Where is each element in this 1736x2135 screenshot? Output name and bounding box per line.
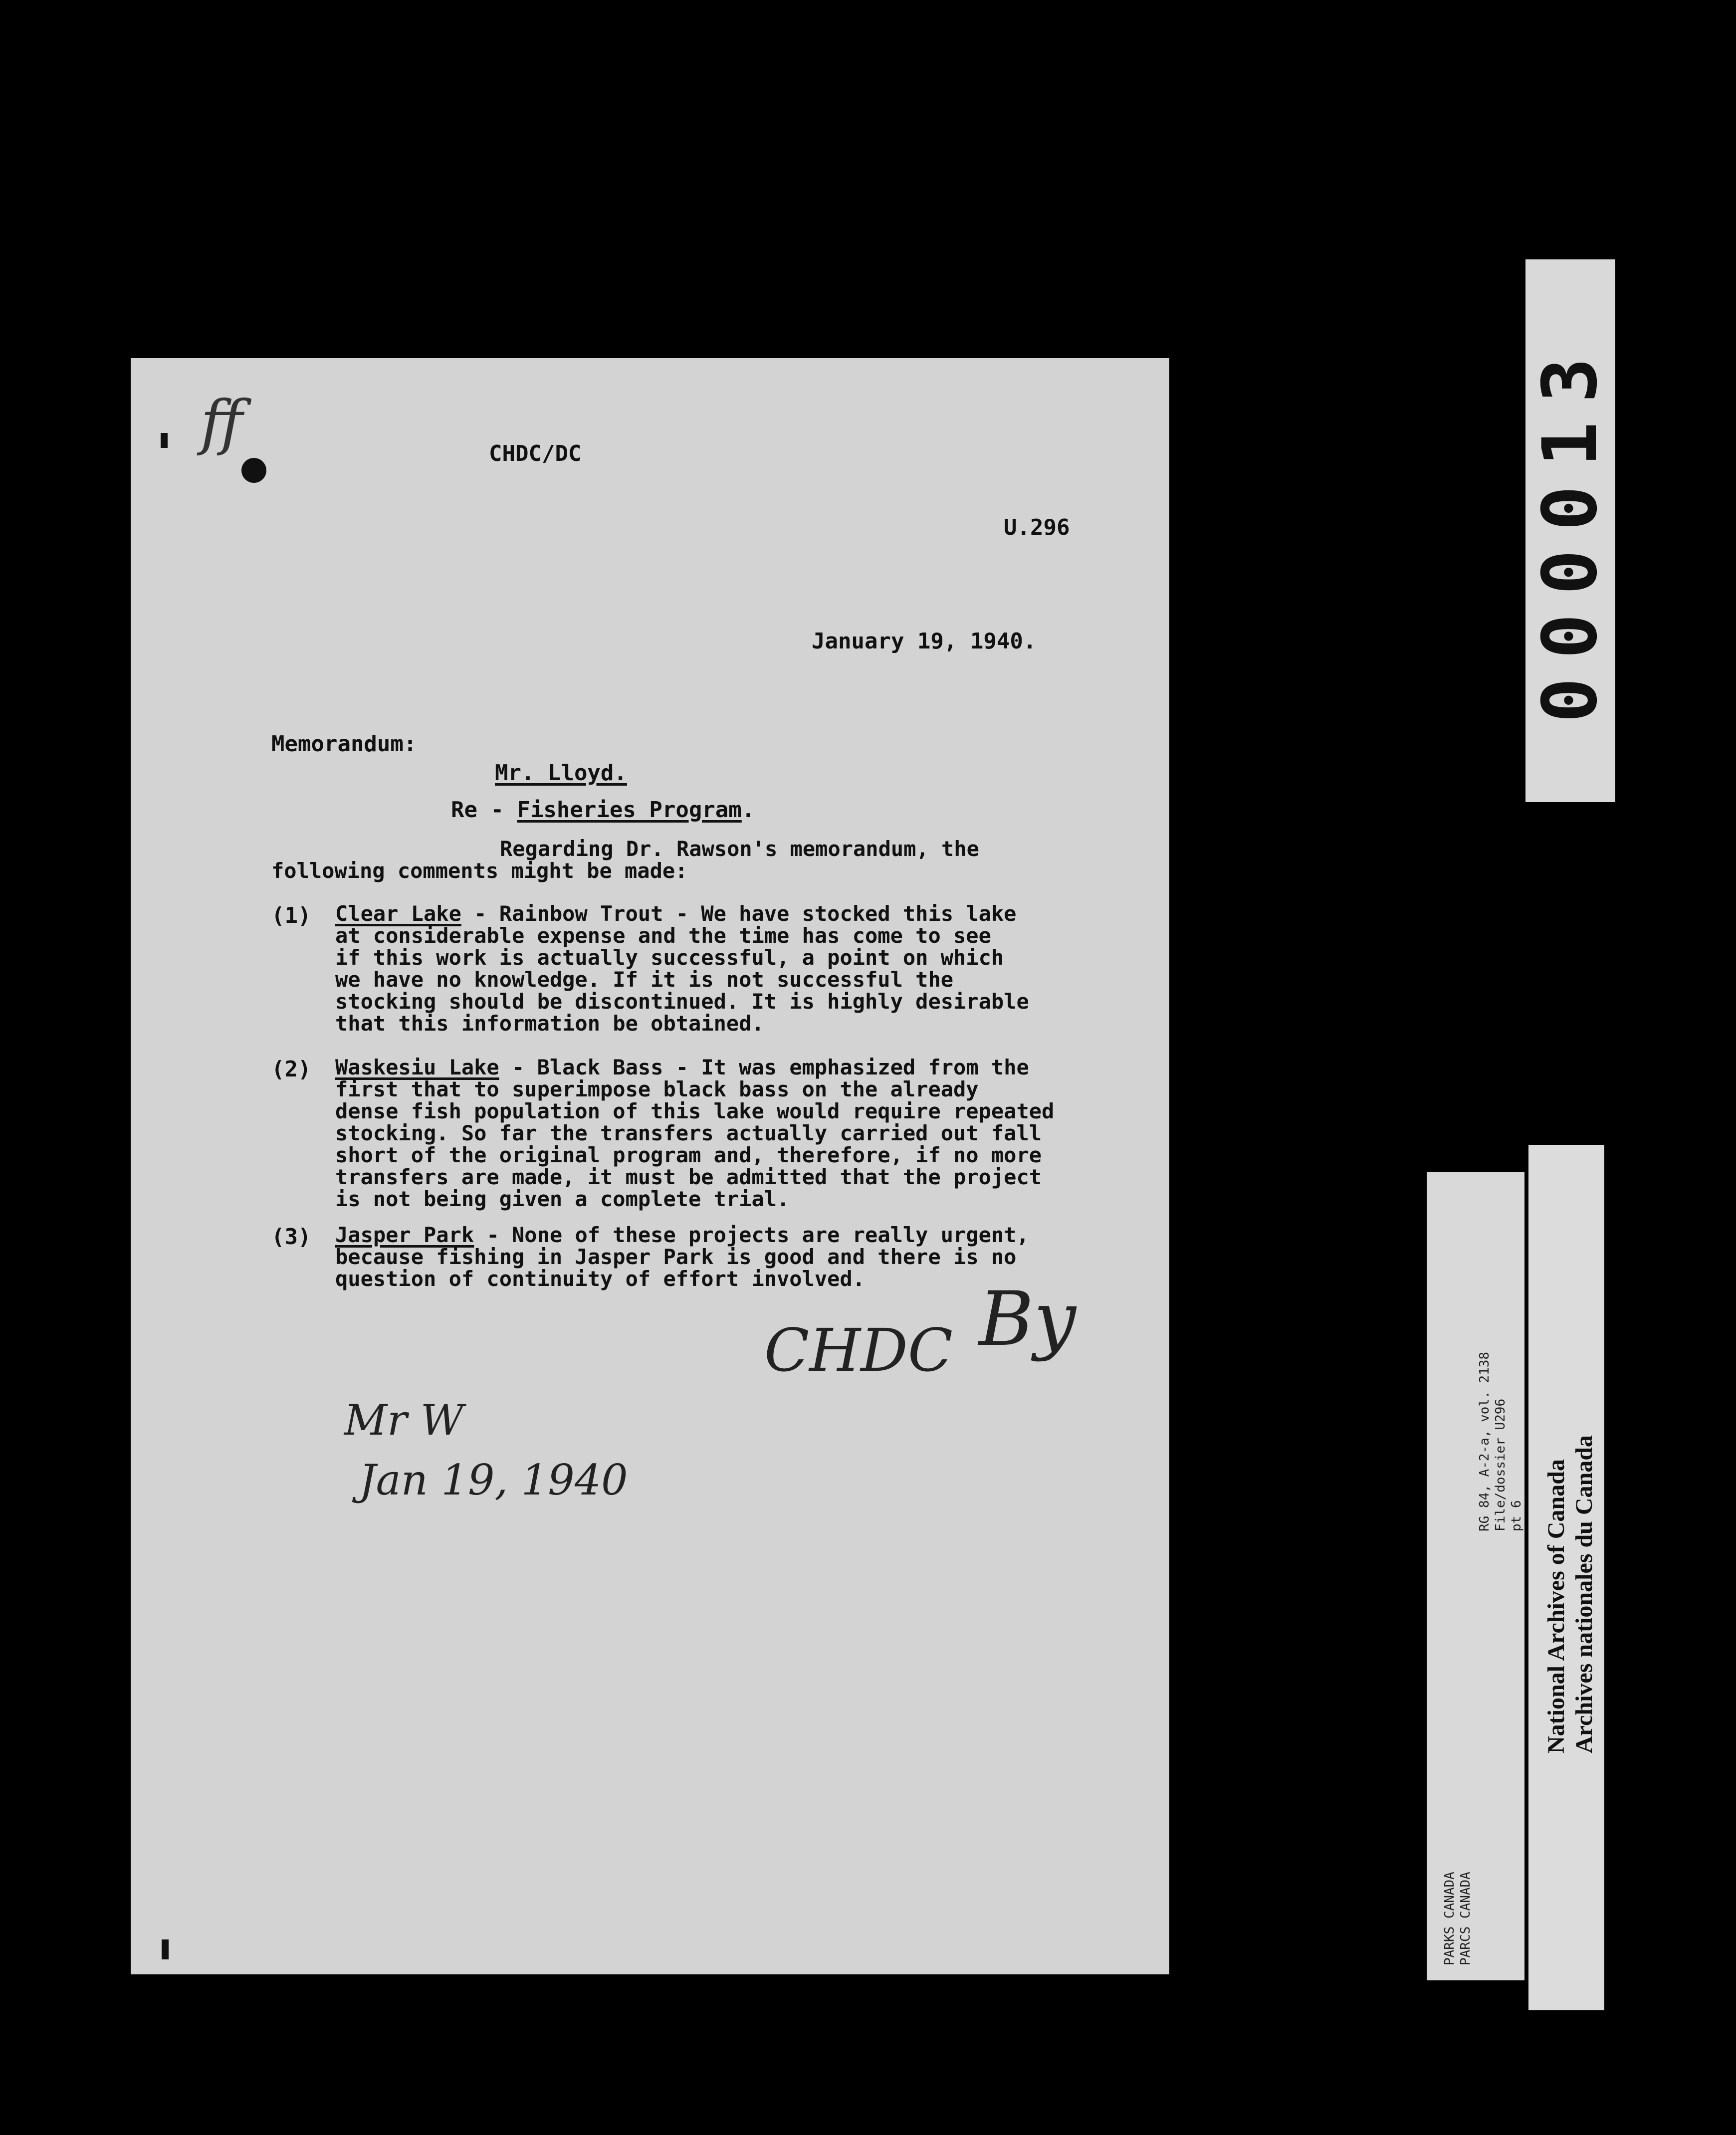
item-line: stocking should be discontinued. It is highly desirable <box>335 989 1029 1014</box>
archive-reference <box>1477 1352 1524 1531</box>
item-title: Jasper Park <box>335 1223 474 1247</box>
handwritten-annotation: Mr W <box>344 1396 464 1445</box>
intro-line: Regarding Dr. Rawson's memorandum, the <box>500 837 979 861</box>
item-paragraph <box>335 1057 1054 1210</box>
national-archives-line: Archives nationales du Canada <box>1571 1435 1597 1753</box>
memo-subject <box>451 797 755 823</box>
subject-prefix: Re - <box>451 797 517 823</box>
file-reference: CHDC/DC <box>489 441 582 466</box>
item-line: is not being given a complete trial. <box>335 1187 790 1211</box>
memo-date: January 19, 1940. <box>812 629 1037 654</box>
item-paragraph <box>335 1224 1029 1290</box>
margin-handwritten-mark: ff <box>201 388 243 457</box>
item-number: (2) <box>271 1057 311 1082</box>
parks-canada-line: PARKS CANADA <box>1442 1872 1457 1965</box>
item-title: Clear Lake <box>335 901 461 926</box>
signature-mark: By <box>979 1276 1076 1363</box>
item-number: (1) <box>271 903 311 928</box>
handwritten-annotation: Jan 19, 1940 <box>359 1456 628 1504</box>
file-number: U.296 <box>1004 515 1070 540</box>
archive-reference-line: File/dossier U296 <box>1493 1398 1508 1531</box>
memo-page <box>131 358 1169 1974</box>
item-line: first that to superimpose black bass on the already <box>335 1077 979 1101</box>
item-line: at considerable expense and the time has come to see <box>335 923 991 948</box>
punch-mark <box>161 433 168 448</box>
item-line: question of continuity of effort involved. <box>335 1267 866 1291</box>
subject-end: . <box>741 797 755 823</box>
item-paragraph <box>335 903 1029 1035</box>
item-line: transfers are made, it must be admitted that the project <box>335 1165 1042 1189</box>
intro-line: following comments might be made: <box>271 858 688 883</box>
signature-initials: CHDC <box>764 1316 953 1385</box>
punch-mark <box>162 1939 169 1959</box>
parks-canada-line: PARCS CANADA <box>1458 1872 1473 1965</box>
archive-reference-label <box>1427 1172 1524 1980</box>
item-line <box>335 903 1029 925</box>
item-line <box>335 1057 1054 1078</box>
item-line: dense fish population of this lake would require repeated <box>335 1099 1055 1123</box>
archive-reference-line: RG 84, A-2-a, vol. 2138 <box>1477 1351 1492 1531</box>
item-title: Waskesiu Lake <box>335 1055 499 1079</box>
national-archives-line: National Archives of Canada <box>1543 1459 1569 1753</box>
archive-reference-line: pt 6 <box>1509 1500 1524 1531</box>
memo-addressee: Mr. Lloyd. <box>495 760 627 786</box>
frame-number: 000013 <box>1527 339 1614 723</box>
national-archives-text <box>1542 1435 1598 1753</box>
item-line: if this work is actually successful, a point on which <box>335 945 1004 970</box>
memo-heading: Memorandum: <box>271 731 417 757</box>
item-line: stocking. So far the transfers actually carried out fall <box>335 1121 1042 1145</box>
item-line: short of the original program and, therefore, if no more <box>335 1143 1042 1167</box>
item-line: because fishing in Jasper Park is good and there is no <box>335 1245 1017 1269</box>
ink-blot <box>241 458 266 483</box>
parks-canada-text <box>1442 1872 1474 1965</box>
item-line <box>335 1224 1029 1246</box>
item-number: (3) <box>271 1224 311 1250</box>
item-text: - None of these projects are really urgent, <box>474 1223 1029 1247</box>
item-text: - Rainbow Trout - We have stocked this lake <box>461 901 1017 926</box>
frame-number-strip <box>1525 259 1615 802</box>
item-text: - Black Bass - It was emphasized from the <box>499 1055 1029 1079</box>
national-archives-label <box>1528 1145 1604 2010</box>
intro-paragraph <box>271 838 979 882</box>
subject-title: Fisheries Program <box>517 797 742 823</box>
item-line: that this information be obtained. <box>335 1011 764 1036</box>
item-line: we have no knowledge. If it is not successful the <box>335 967 954 992</box>
